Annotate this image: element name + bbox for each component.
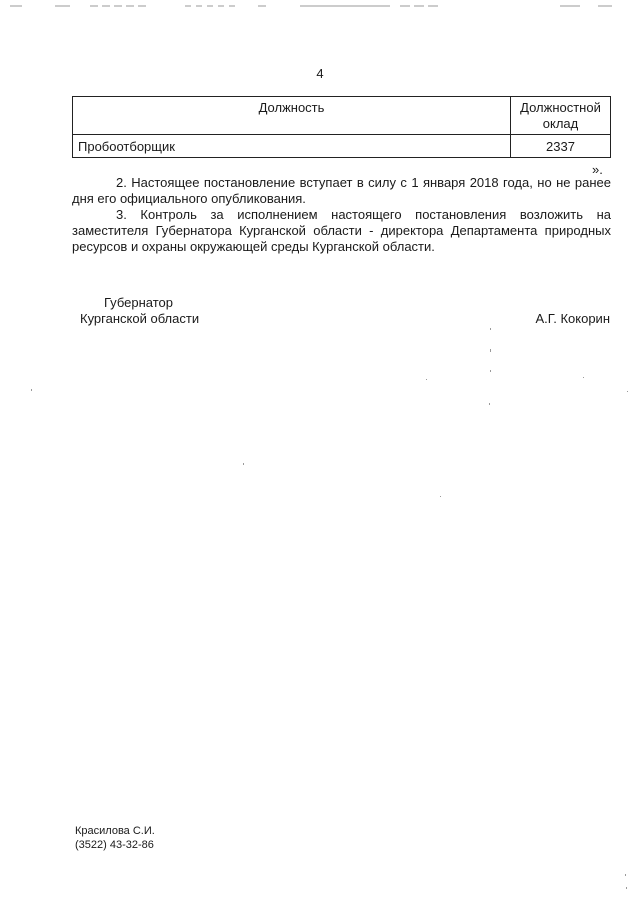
salary-table (72, 96, 611, 158)
table-header-row (73, 97, 611, 135)
paragraph-3-text: 3. Контроль за исполнением настоящего постановления возложить на заместителя Губернатора Курганской области - директора Департамента природных ресурсов и охраны окружающей среды Курганской области. (72, 207, 611, 254)
signatory-title-line2: Курганской области (80, 311, 200, 326)
closing-quote: ». (592, 162, 603, 177)
executor-name: Красилова С.И. (75, 825, 155, 837)
paragraph-3 (72, 207, 611, 255)
paragraph-2 (72, 175, 611, 207)
signatory-title (80, 295, 199, 327)
signatory-name: А.Г. Кокорин (535, 311, 610, 326)
header-salary-line1: Должностной (520, 99, 601, 115)
page-number: 4 (316, 66, 324, 81)
header-salary (511, 97, 611, 135)
table-row (73, 135, 611, 158)
paragraph-2-text: 2. Настоящее постановление вступает в силу с 1 января 2018 года, но не ранее дня его официального опубликования. (72, 175, 611, 206)
executor-info (75, 824, 155, 852)
executor-phone: (3522) 43-32-86 (75, 839, 154, 851)
cell-position: Пробоотборщик (73, 135, 511, 158)
signatory-title-line1: Губернатор (104, 295, 173, 310)
header-position: Должность (73, 97, 511, 135)
header-salary-line2: оклад (542, 115, 579, 131)
cell-salary: 2337 (511, 135, 611, 158)
